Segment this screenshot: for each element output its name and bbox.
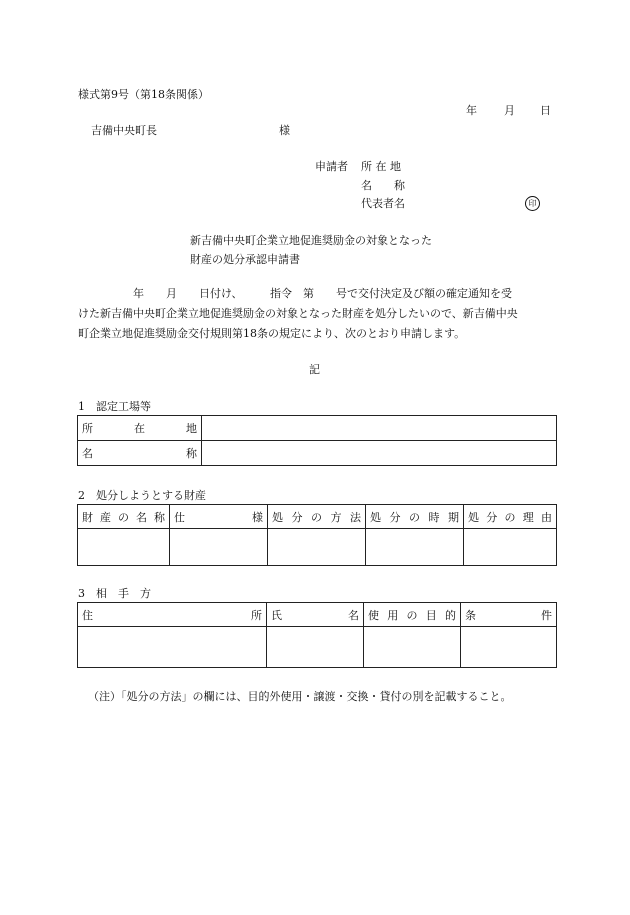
section3-value-cell — [78, 627, 267, 668]
date-month-label: 月 — [504, 104, 515, 117]
form-number: 様式第9号（第18条関係） — [78, 88, 209, 101]
date-year-label: 年 — [466, 104, 477, 117]
addressee: 吉備中央町長 — [91, 124, 157, 137]
section3-table — [77, 602, 557, 668]
applicant-label: 申請者 — [315, 160, 348, 173]
section3-value-cell — [267, 627, 364, 668]
section2-header-cell — [366, 505, 464, 529]
body-paragraph — [78, 284, 558, 344]
header-property-name: 財産の名称 — [82, 510, 165, 524]
body-line-3: 町企業立地促進奨励金交付規則第18条の規定により、次のとおり申請します。 — [78, 327, 466, 340]
section1-address-label: 所在地 — [82, 422, 197, 435]
section1-name-label-cell — [78, 441, 202, 466]
honorific: 様 — [279, 124, 290, 137]
section3-header-cell — [461, 603, 557, 627]
seal-mark: 印 — [525, 196, 540, 211]
section1-name-value — [202, 441, 557, 466]
header-purpose: 使用の目的 — [368, 608, 456, 622]
header-disposal-method: 処分の方法 — [272, 510, 361, 524]
section3-heading: 3 相 手 方 — [78, 587, 151, 600]
section2-value-cell — [464, 529, 557, 566]
section3-value-cell — [364, 627, 461, 668]
section1-table — [77, 415, 557, 466]
applicant-rep-label: 代表者名 — [361, 197, 405, 210]
body-line-2: けた新吉備中央町企業立地促進奨励金の対象となった財産を処分したいので、新吉備中央 — [78, 307, 518, 320]
section1-name-label: 名称 — [82, 447, 197, 460]
section1-address-label-cell — [78, 416, 202, 441]
header-name: 氏名 — [271, 608, 359, 622]
footnote: （注）「処分の方法」の欄には、目的外使用・譲渡・交換・貸付の別を記載すること。 — [88, 690, 512, 703]
body-line-1: 年 月 日付け、 指令 第 号で交付決定及び額の確定通知を受 — [78, 287, 513, 300]
section3-header-cell — [78, 603, 267, 627]
section3-value-cell — [461, 627, 557, 668]
applicant-address-label: 所 在 地 — [361, 160, 401, 173]
doc-title-line1: 新吉備中央町企業立地促進奨励金の対象となった — [190, 234, 432, 247]
section3-header-cell — [267, 603, 364, 627]
section2-header-cell — [464, 505, 557, 529]
doc-title-line2: 財産の処分承認申請書 — [190, 253, 300, 266]
header-address: 住所 — [82, 608, 262, 622]
applicant-name-label: 名 称 — [361, 179, 405, 192]
section2-heading: 2 処分しようとする財産 — [78, 489, 206, 502]
date-day-label: 日 — [540, 104, 551, 117]
header-disposal-period: 処分の時期 — [370, 510, 459, 524]
section2-value-cell — [78, 529, 170, 566]
section2-header-cell — [170, 505, 268, 529]
section2-header-cell — [268, 505, 366, 529]
header-conditions: 条件 — [465, 608, 552, 622]
section2-value-cell — [268, 529, 366, 566]
section2-value-cell — [366, 529, 464, 566]
header-spec: 仕様 — [174, 510, 263, 524]
section2-value-cell — [170, 529, 268, 566]
section2-header-cell — [78, 505, 170, 529]
section2-table — [77, 504, 557, 566]
section1-heading: 1 認定工場等 — [78, 400, 151, 413]
section1-address-value — [202, 416, 557, 441]
header-disposal-reason: 処分の理由 — [468, 510, 552, 524]
ki-heading: 記 — [309, 363, 320, 376]
section3-header-cell — [364, 603, 461, 627]
